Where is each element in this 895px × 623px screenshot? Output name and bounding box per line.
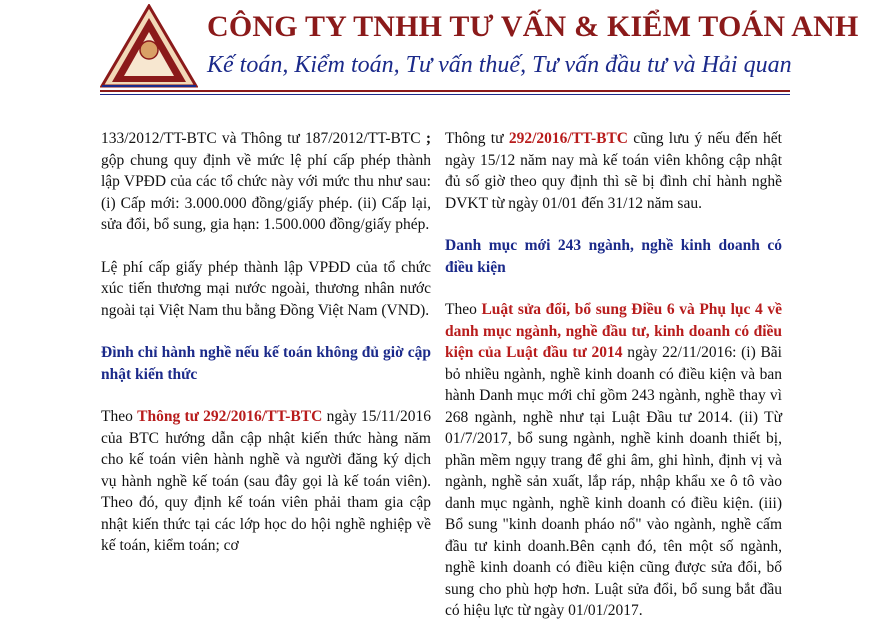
header-rule-thin (100, 94, 790, 95)
circular-link[interactable]: 292/2016/TT-BTC (508, 130, 628, 147)
section-heading-business-list: Danh mục mới 243 ngành, nghề kinh doanh có điều kiện (445, 237, 782, 276)
paragraph-fee (101, 128, 431, 236)
circular-link[interactable]: Thông tư 292/2016/TT-BTC (137, 408, 323, 425)
text-run: ngày 15/11/2016 của BTC hướng dẫn cập nhật kiến thức hàng năm cho kế toán viên hành nghề và người đăng ký dịch vụ hành nghề kế toán (sau đây gọi là kế toán viên). Theo đó, quy định kế toán viên phải tham gia cập nhật kiến thức tại các lớp học do hội nghề nghiệp về kế toán, kiểm toán; cơ (101, 408, 431, 554)
text-run: gộp chung quy định về mức lệ phí cấp phép thành lập VPĐD của các tổ chức này với mức thu như sau: (i) Cấp mới: 3.000.000 đồng/giấy phép. (ii) Cấp lại, sửa đổi, bổ sung, gia hạn: 1.500.000 đồng/giấy phép. (101, 151, 431, 233)
paragraph-investment-law (445, 299, 782, 622)
right-column (445, 128, 782, 622)
text-run: Theo (445, 301, 482, 318)
text-run: ngày 22/11/2016: (i) Bãi bỏ nhiều ngành, nghề kinh doanh có điều kiện và ban hành Danh mục mới chỉ gồm 243 ngành, nghề thay vì 268 ngành, nghề như tại Luật Đầu tư 2014. (ii) Từ 01/7/2017, bổ sung ngành, nghề kinh doanh thiết bị, phần mềm ngụy trang để ghi âm, ghi hình, định vị và ngành, nghề sản xuất, lắp ráp, nhập khẩu xe ô tô vào danh mục ngành, nghề kinh doanh có điều kiện. (iii) Bổ sung "kinh doanh pháo nổ" vào ngành, nghề cấm đầu tư kinh doanh.Bên cạnh đó, tên một số ngành, nghề kinh doanh có điều kiện cũng được sửa đổi, bổ sung cho phù hợp hơn. Luật sửa đổi, bổ sung bắt đầu có hiệu lực từ ngày 01/01/2017. (445, 344, 782, 619)
text-run: Theo (101, 408, 138, 425)
section-heading-suspension: Đình chỉ hành nghề nếu kế toán không đủ giờ cập nhật kiến thức (101, 344, 431, 383)
company-name: CÔNG TY TNHH TƯ VẤN & KIỂM TOÁN ANH (207, 10, 859, 43)
letterhead (0, 0, 895, 95)
left-column (101, 128, 431, 557)
text-run-bold: ; (425, 130, 431, 147)
law-link[interactable]: Luật sửa đổi, bổ sung Điều 6 và Phụ lục 4 về danh mục ngành, nghề đầu tư, kinh doanh có điều kiện của Luật đầu tư 2014 (445, 301, 782, 361)
paragraph-circular-note (445, 128, 782, 214)
company-tagline: Kế toán, Kiểm toán, Tư vấn thuế, Tư vấn đầu tư và Hải quan (207, 52, 792, 78)
paragraph-circular (101, 406, 431, 557)
triangle-logo-icon (100, 4, 198, 88)
paragraph-fee-currency: Lệ phí cấp giấy phép thành lập VPĐD của tổ chức xúc tiến thương mại nước ngoài, thương nhân nước ngoài tại Việt Nam thu bằng Đồng Việt Nam (VND). (101, 258, 431, 319)
text-run: 133/2012/TT-BTC và Thông tư 187/2012/TT-BTC (101, 130, 426, 147)
header-rule (100, 90, 790, 92)
text-run: cũng lưu ý nếu đến hết ngày 15/12 năm nay mà kế toán viên không cập nhật đủ số giờ theo quy định thì sẽ bị đình chỉ hành nghề DVKT từ ngày 01/01 đến 31/12 năm sau. (445, 130, 782, 212)
text-run: Thông tư (445, 130, 509, 147)
